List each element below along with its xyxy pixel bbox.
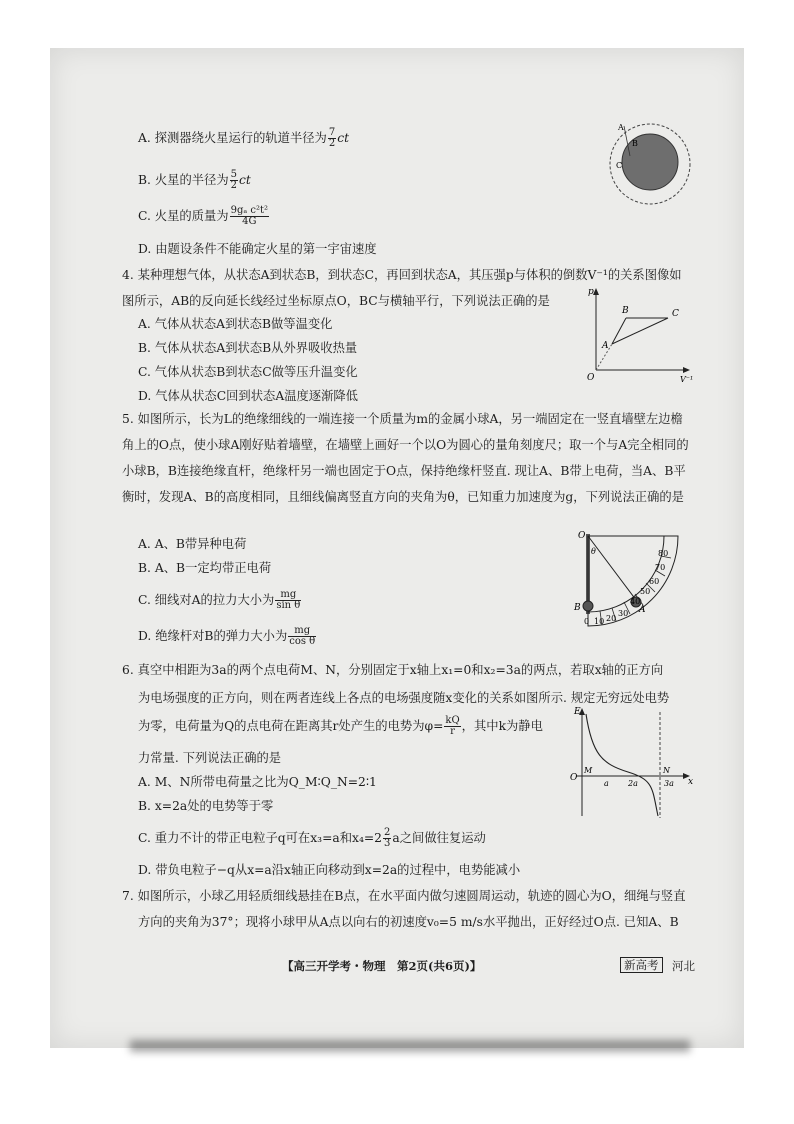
q4-option-a: A. 气体从状态A到状态B做等温变化: [138, 317, 333, 331]
q4-line-ca: [612, 318, 668, 344]
q5-label-a: A: [639, 605, 646, 615]
q6-option-d: D. 带负电粒子−q从x=a沿x轴正向移动到x=2a的过程中，电势能减小: [138, 863, 521, 877]
q4-option-d: D. 气体从状态C回到状态A温度逐渐降低: [138, 389, 358, 403]
q5-tick-80: 80: [658, 549, 669, 558]
q4-point-b: B: [622, 306, 629, 316]
q5-tick-50: 50: [640, 587, 651, 596]
q4-point-c: C: [672, 309, 679, 319]
q6-option-c: C. 重力不计的带正电粒子q可在x₃=a和x₄=2 $\frac{2}{3}$ a之间做往复运动: [138, 827, 486, 849]
q7-line2: 方向的夹角为37°；现将小球甲从A点以向右的初速度v₀=5 m/s水平抛出，正好经过O点. 已知A、B: [138, 915, 679, 929]
q5-option-c: C. 细线对A的拉力大小为 $\frac{mg}{\text{sin θ}}$: [138, 589, 301, 611]
q3-label-a: A: [618, 123, 624, 132]
q5-tick-10: 10: [594, 617, 605, 626]
q4-stem: 4. 某种理想气体，从状态A到状态B，到状态C，再回到状态A，其压强p与体积的倒数V⁻¹的关系图像如图所示，AB的反向延长线经过坐标原点O，BC与横轴平行，下列说法正确的是: [122, 268, 682, 308]
q5-label-b: B: [574, 603, 581, 613]
q4-option-c: C. 气体从状态B到状态C做等压升温变化: [138, 365, 358, 379]
q5-tick-40: 40: [630, 597, 641, 606]
q7-line1: 7. 如图所示，小球乙用轻质细线悬挂在B点，在水平面内做匀速圆周运动，轨迹的圆心为O，细绳与竖直: [122, 889, 686, 903]
protractor-inner-arc: [588, 536, 664, 612]
q5-option-d: D. 绝缘杆对B的弹力大小为 $\frac{mg}{\text{cos θ}}$: [138, 625, 316, 647]
q5-tick-0: 0: [584, 617, 590, 626]
q3-option-c: C. 火星的质量为 $\frac{\text{9gₐ c²t²}}{4G}$: [138, 205, 269, 227]
q6-stem-line1: 6. 真空中相距为3a的两个点电荷M、N，分别固定于x轴上x₁=0和x₂=3a的两点，若取x轴的正方向: [122, 663, 664, 677]
q4-y-label: p: [588, 287, 594, 297]
q6-origin: O: [570, 773, 578, 783]
q4-x-label: V⁻¹: [680, 375, 694, 384]
q5-tick-60: 60: [649, 577, 660, 586]
q5-option-a: A. A、B带异种电荷: [138, 537, 247, 551]
page-footer-title: 【高三开学考・物理 第2页(共6页)】: [282, 959, 482, 973]
q5-tick-70: 70: [655, 563, 666, 572]
q6-tick-2a: 2a: [628, 779, 638, 788]
q4-line-ab: [612, 318, 626, 344]
new-gaokao-badge: 新高考: [620, 957, 663, 973]
q6-tick-a: a: [604, 779, 609, 788]
q6-stem-line4: 力常量. 下列说法正确的是: [138, 751, 282, 765]
q3-option-b: B. 火星的半径为 $\frac{5}{2}$ ct: [138, 169, 251, 191]
q5-tick-30: 30: [618, 609, 629, 618]
q5-option-b: B. A、B一定均带正电荷: [138, 561, 272, 575]
q4-option-b: B. 气体从状态A到状态B从外界吸收热量: [138, 341, 358, 355]
planet-disc: [622, 134, 678, 190]
q3-label-c: C: [616, 161, 623, 170]
q3-label-b: B: [632, 139, 638, 148]
page-shadow: [130, 1040, 690, 1052]
q4-origin: O: [587, 373, 595, 383]
q5-label-o: O: [578, 531, 586, 541]
q6-label-m: M: [584, 766, 593, 775]
q3-option-d: D. 由题设条件不能确定火星的第一宇宙速度: [138, 242, 377, 256]
q6-field-graph: [568, 706, 696, 824]
q6-option-a: A. M、N所带电荷量之比为Q_M∶Q_N=2∶1: [138, 775, 377, 789]
q6-field-curve: [586, 714, 658, 816]
q6-stem-line3: 为零，电荷量为Q的点电荷在距离其r处产生的电势为φ= $\frac{kQ}{r}$ ，其中k为静电: [138, 715, 543, 737]
q4-pv-graph: [584, 286, 694, 382]
q3-option-a: A. 探测器绕火星运行的轨道半径为 $\frac{7}{2}$ ct: [138, 127, 350, 149]
q5-tick-20: 20: [606, 614, 617, 623]
q6-tick-3a: 3a: [664, 779, 674, 788]
q6-stem-line2: 为电场强度的正方向，则在两者连线上各点的电场强度随x变化的关系如图所示. 规定无穷远处电势: [138, 691, 670, 705]
q5-protractor-figure: [566, 528, 696, 638]
region-label: 河北: [672, 959, 695, 973]
q6-option-b: B. x=2a处的电势等于零: [138, 799, 274, 813]
thread: [588, 536, 636, 600]
q4-point-a: A: [602, 341, 609, 351]
q6-x-label: x: [688, 777, 694, 787]
q5-stem: 5. 如图所示，长为L的绝缘细线的一端连接一个质量为m的金属小球A，另一端固定在一竖直墙壁左边檐角上的O点，使小球A刚好贴着墙壁，在墙壁上画好一个以O为圆心的量角刻度尺；取一个与A完全相同的小球B，B连接绝缘直杆，绝缘杆另一端也固定于O点，保持绝缘杆竖直. 现让A、B带上电荷，当A、B平衡时，发现A、B的高度相同，且细线偏离竖直方向的夹角为θ，已知重力加速度为g，下列说法正确的是: [122, 412, 689, 504]
q3-orbit-figure: [606, 120, 696, 210]
q6-y-label: E: [574, 707, 581, 717]
ball-b: [583, 601, 593, 611]
q6-label-n: N: [663, 766, 670, 775]
q5-label-theta: θ: [591, 547, 596, 556]
